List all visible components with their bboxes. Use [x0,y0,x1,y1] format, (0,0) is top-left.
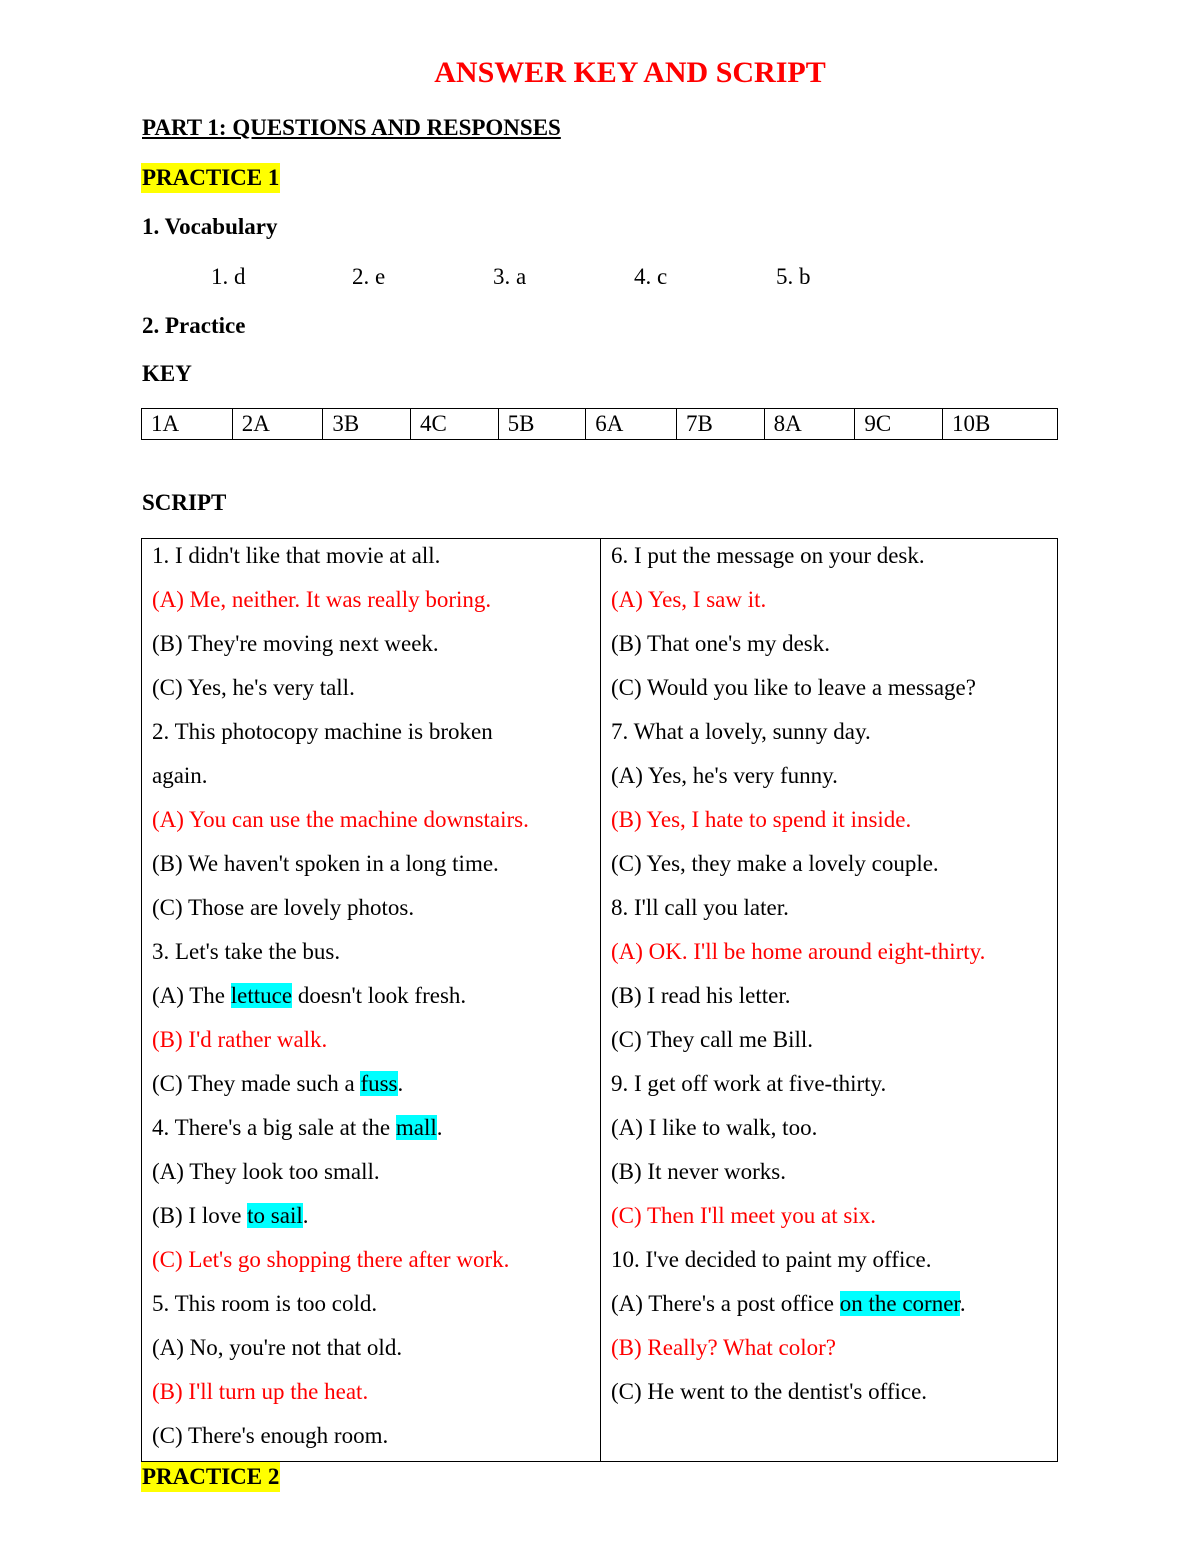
script-text: (A) You can use the machine downstairs. [152,807,529,832]
script-text: (A) OK. I'll be home around eight-thirty. [611,939,986,964]
script-text: (B) I love [152,1203,248,1228]
key-cell: 10B [942,409,1057,440]
script-line [611,1111,1051,1155]
script-text: doesn't look fresh. [292,983,467,1008]
script-correct-answer [152,583,592,627]
script-line [611,847,1051,891]
script-text: . [436,1115,443,1140]
script-line [152,847,592,891]
script-line [611,891,1051,935]
vocab-answer: 1. d [211,264,246,289]
script-line [152,1067,592,1111]
script-text: (B) I'd rather walk. [152,1027,328,1052]
script-text: . [959,1291,966,1316]
script-line [152,715,592,759]
script-line [611,715,1051,759]
script-line [152,671,592,715]
script-text: (B) We haven't spoken in a long time. [152,851,499,876]
script-text: (A) The [152,983,231,1008]
key-cell: 5B [498,409,586,440]
answer-key-table [141,408,1058,440]
script-text: (C) Let's go shopping there after work. [152,1247,510,1272]
script-line [611,1023,1051,1067]
key-cell: 9C [855,409,943,440]
script-line [152,1419,592,1463]
script-line [611,979,1051,1023]
script-line [611,627,1051,671]
script-line [611,1243,1051,1287]
key-cell: 7B [676,409,764,440]
script-column-left [152,539,592,1463]
highlighted-vocabulary: to sail [247,1203,303,1228]
script-text: (C) Those are lovely photos. [152,895,415,920]
script-text: (B) Really? What color? [611,1335,837,1360]
script-line [152,1155,592,1199]
vocab-answer: 4. c [634,264,668,289]
part1-heading: PART 1: QUESTIONS AND RESPONSES [142,115,561,140]
script-correct-answer [152,1375,592,1419]
script-text: (B) I read his letter. [611,983,791,1008]
script-text: (C) They call me Bill. [611,1027,814,1052]
script-text: . [397,1071,404,1096]
script-correct-answer [152,1243,592,1287]
script-line [611,1287,1051,1331]
script-text: (B) I'll turn up the heat. [152,1379,369,1404]
highlighted-vocabulary: lettuce [230,983,293,1008]
script-text: 8. I'll call you later. [611,895,789,920]
script-correct-answer [611,803,1051,847]
practice2-label: PRACTICE 2 [141,1462,280,1492]
key-cell: 8A [764,409,855,440]
script-text: 1. I didn't like that movie at all. [152,543,441,568]
script-line [152,1287,592,1331]
key-cell: 2A [232,409,323,440]
script-text: (C) There's enough room. [152,1423,389,1448]
highlighted-vocabulary: fuss [360,1071,398,1096]
script-text: (A) Yes, he's very funny. [611,763,838,788]
script-text: (A) I like to walk, too. [611,1115,818,1140]
script-line [152,891,592,935]
script-correct-answer [611,935,1051,979]
script-text: (A) No, you're not that old. [152,1335,403,1360]
script-line [611,1375,1051,1419]
script-text: (C) They made such a [152,1071,361,1096]
script-correct-answer [611,583,1051,627]
script-text: (C) He went to the dentist's office. [611,1379,928,1404]
script-text: 3. Let's take the bus. [152,939,341,964]
script-line [611,539,1051,583]
script-correct-answer [611,1199,1051,1243]
practice1-label: PRACTICE 1 [141,163,280,193]
key-heading: KEY [142,361,192,386]
script-line [152,1199,592,1243]
script-line [611,1067,1051,1111]
script-heading: SCRIPT [142,490,227,515]
script-line [611,759,1051,803]
script-line [152,1331,592,1375]
script-text: 2. This photocopy machine is broken [152,719,493,744]
script-text: (C) Yes, they make a lovely couple. [611,851,939,876]
script-text: (A) Me, neither. It was really boring. [152,587,492,612]
script-text: (C) Yes, he's very tall. [152,675,355,700]
script-line [611,1155,1051,1199]
vocab-answer: 5. b [776,264,811,289]
key-cell: 3B [323,409,411,440]
script-line [152,759,592,803]
script-text: (A) They look too small. [152,1159,380,1184]
script-text: 4. There's a big sale at the [152,1115,396,1140]
script-text: 6. I put the message on your desk. [611,543,925,568]
page-title: ANSWER KEY AND SCRIPT [434,56,826,89]
highlighted-vocabulary: mall [395,1115,437,1140]
script-column-right [611,539,1051,1419]
script-text: (B) Yes, I hate to spend it inside. [611,807,912,832]
script-correct-answer [611,1331,1051,1375]
vocabulary-heading: 1. Vocabulary [142,214,278,239]
script-line [152,979,592,1023]
script-text: (B) That one's my desk. [611,631,830,656]
script-text: (A) Yes, I saw it. [611,587,767,612]
script-text: again. [152,763,208,788]
script-correct-answer [152,803,592,847]
script-line [611,671,1051,715]
key-cell: 6A [586,409,677,440]
script-text: 9. I get off work at five-thirty. [611,1071,887,1096]
script-text: 5. This room is too cold. [152,1291,378,1316]
key-cell: 1A [142,409,233,440]
script-line [152,1111,592,1155]
script-text: 10. I've decided to paint my office. [611,1247,932,1272]
script-line [152,627,592,671]
column-divider [600,539,601,1461]
script-text: (B) They're moving next week. [152,631,439,656]
vocab-answer: 2. e [352,264,386,289]
script-line [152,935,592,979]
practice-heading: 2. Practice [142,313,246,338]
script-text: (A) There's a post office [611,1291,840,1316]
vocab-answer: 3. a [493,264,527,289]
highlighted-vocabulary: on the corner [839,1291,960,1316]
answer-key-row [142,409,1058,440]
script-text: (B) It never works. [611,1159,787,1184]
script-line [152,539,592,583]
script-table [141,538,1058,1462]
script-correct-answer [152,1023,592,1067]
script-text: . [302,1203,309,1228]
script-text: (C) Then I'll meet you at six. [611,1203,876,1228]
script-text: (C) Would you like to leave a message? [611,675,976,700]
script-text: 7. What a lovely, sunny day. [611,719,871,744]
key-cell: 4C [411,409,499,440]
